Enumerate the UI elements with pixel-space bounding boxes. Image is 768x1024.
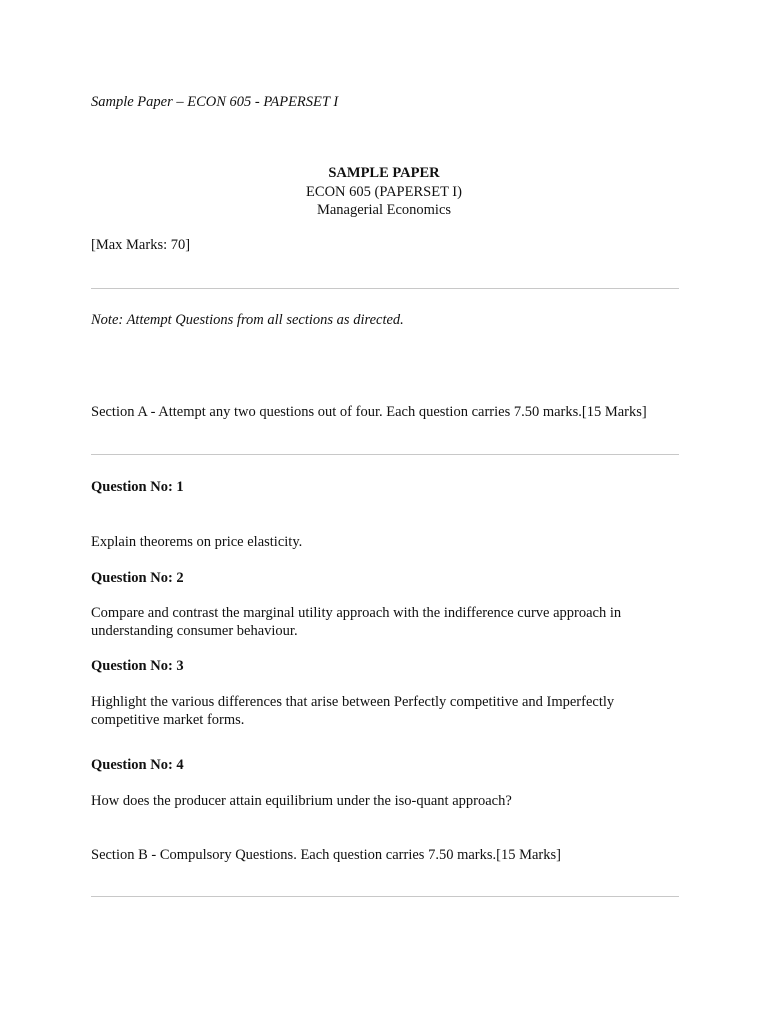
section-a-heading: Section A - Attempt any two questions out of four. Each question carries 7.50 marks.[15 Marks] — [91, 404, 647, 420]
question-4-text: How does the producer attain equilibrium under the iso-quant approach? — [91, 793, 512, 809]
instructions-note: Note: Attempt Questions from all sections as directed. — [91, 312, 404, 328]
question-3-label: Question No: 3 — [91, 658, 184, 674]
running-header: Sample Paper – ECON 605 - PAPERSET I — [91, 94, 339, 110]
subject-name: Managerial Economics — [316, 202, 452, 218]
question-4-label: Question No: 4 — [91, 757, 184, 773]
divider — [91, 896, 679, 897]
divider — [91, 288, 679, 289]
paper-title: SAMPLE PAPER — [328, 165, 440, 181]
divider — [91, 454, 679, 455]
course-code: ECON 605 (PAPERSET I) — [306, 184, 462, 200]
question-1-label: Question No: 1 — [91, 479, 184, 495]
question-1-text: Explain theorems on price elasticity. — [91, 534, 303, 550]
section-b-heading: Section B - Compulsory Questions. Each question carries 7.50 marks.[15 Marks] — [91, 847, 561, 863]
question-3-text: Highlight the various differences that arise between Perfectly competitive and Imperfectly competitive market forms. — [91, 694, 615, 728]
question-2-label: Question No: 2 — [91, 570, 184, 586]
question-2-text: Compare and contrast the marginal utility approach with the indifference curve approach in understanding consumer behaviour. — [91, 605, 622, 639]
max-marks: [Max Marks: 70] — [91, 237, 191, 253]
